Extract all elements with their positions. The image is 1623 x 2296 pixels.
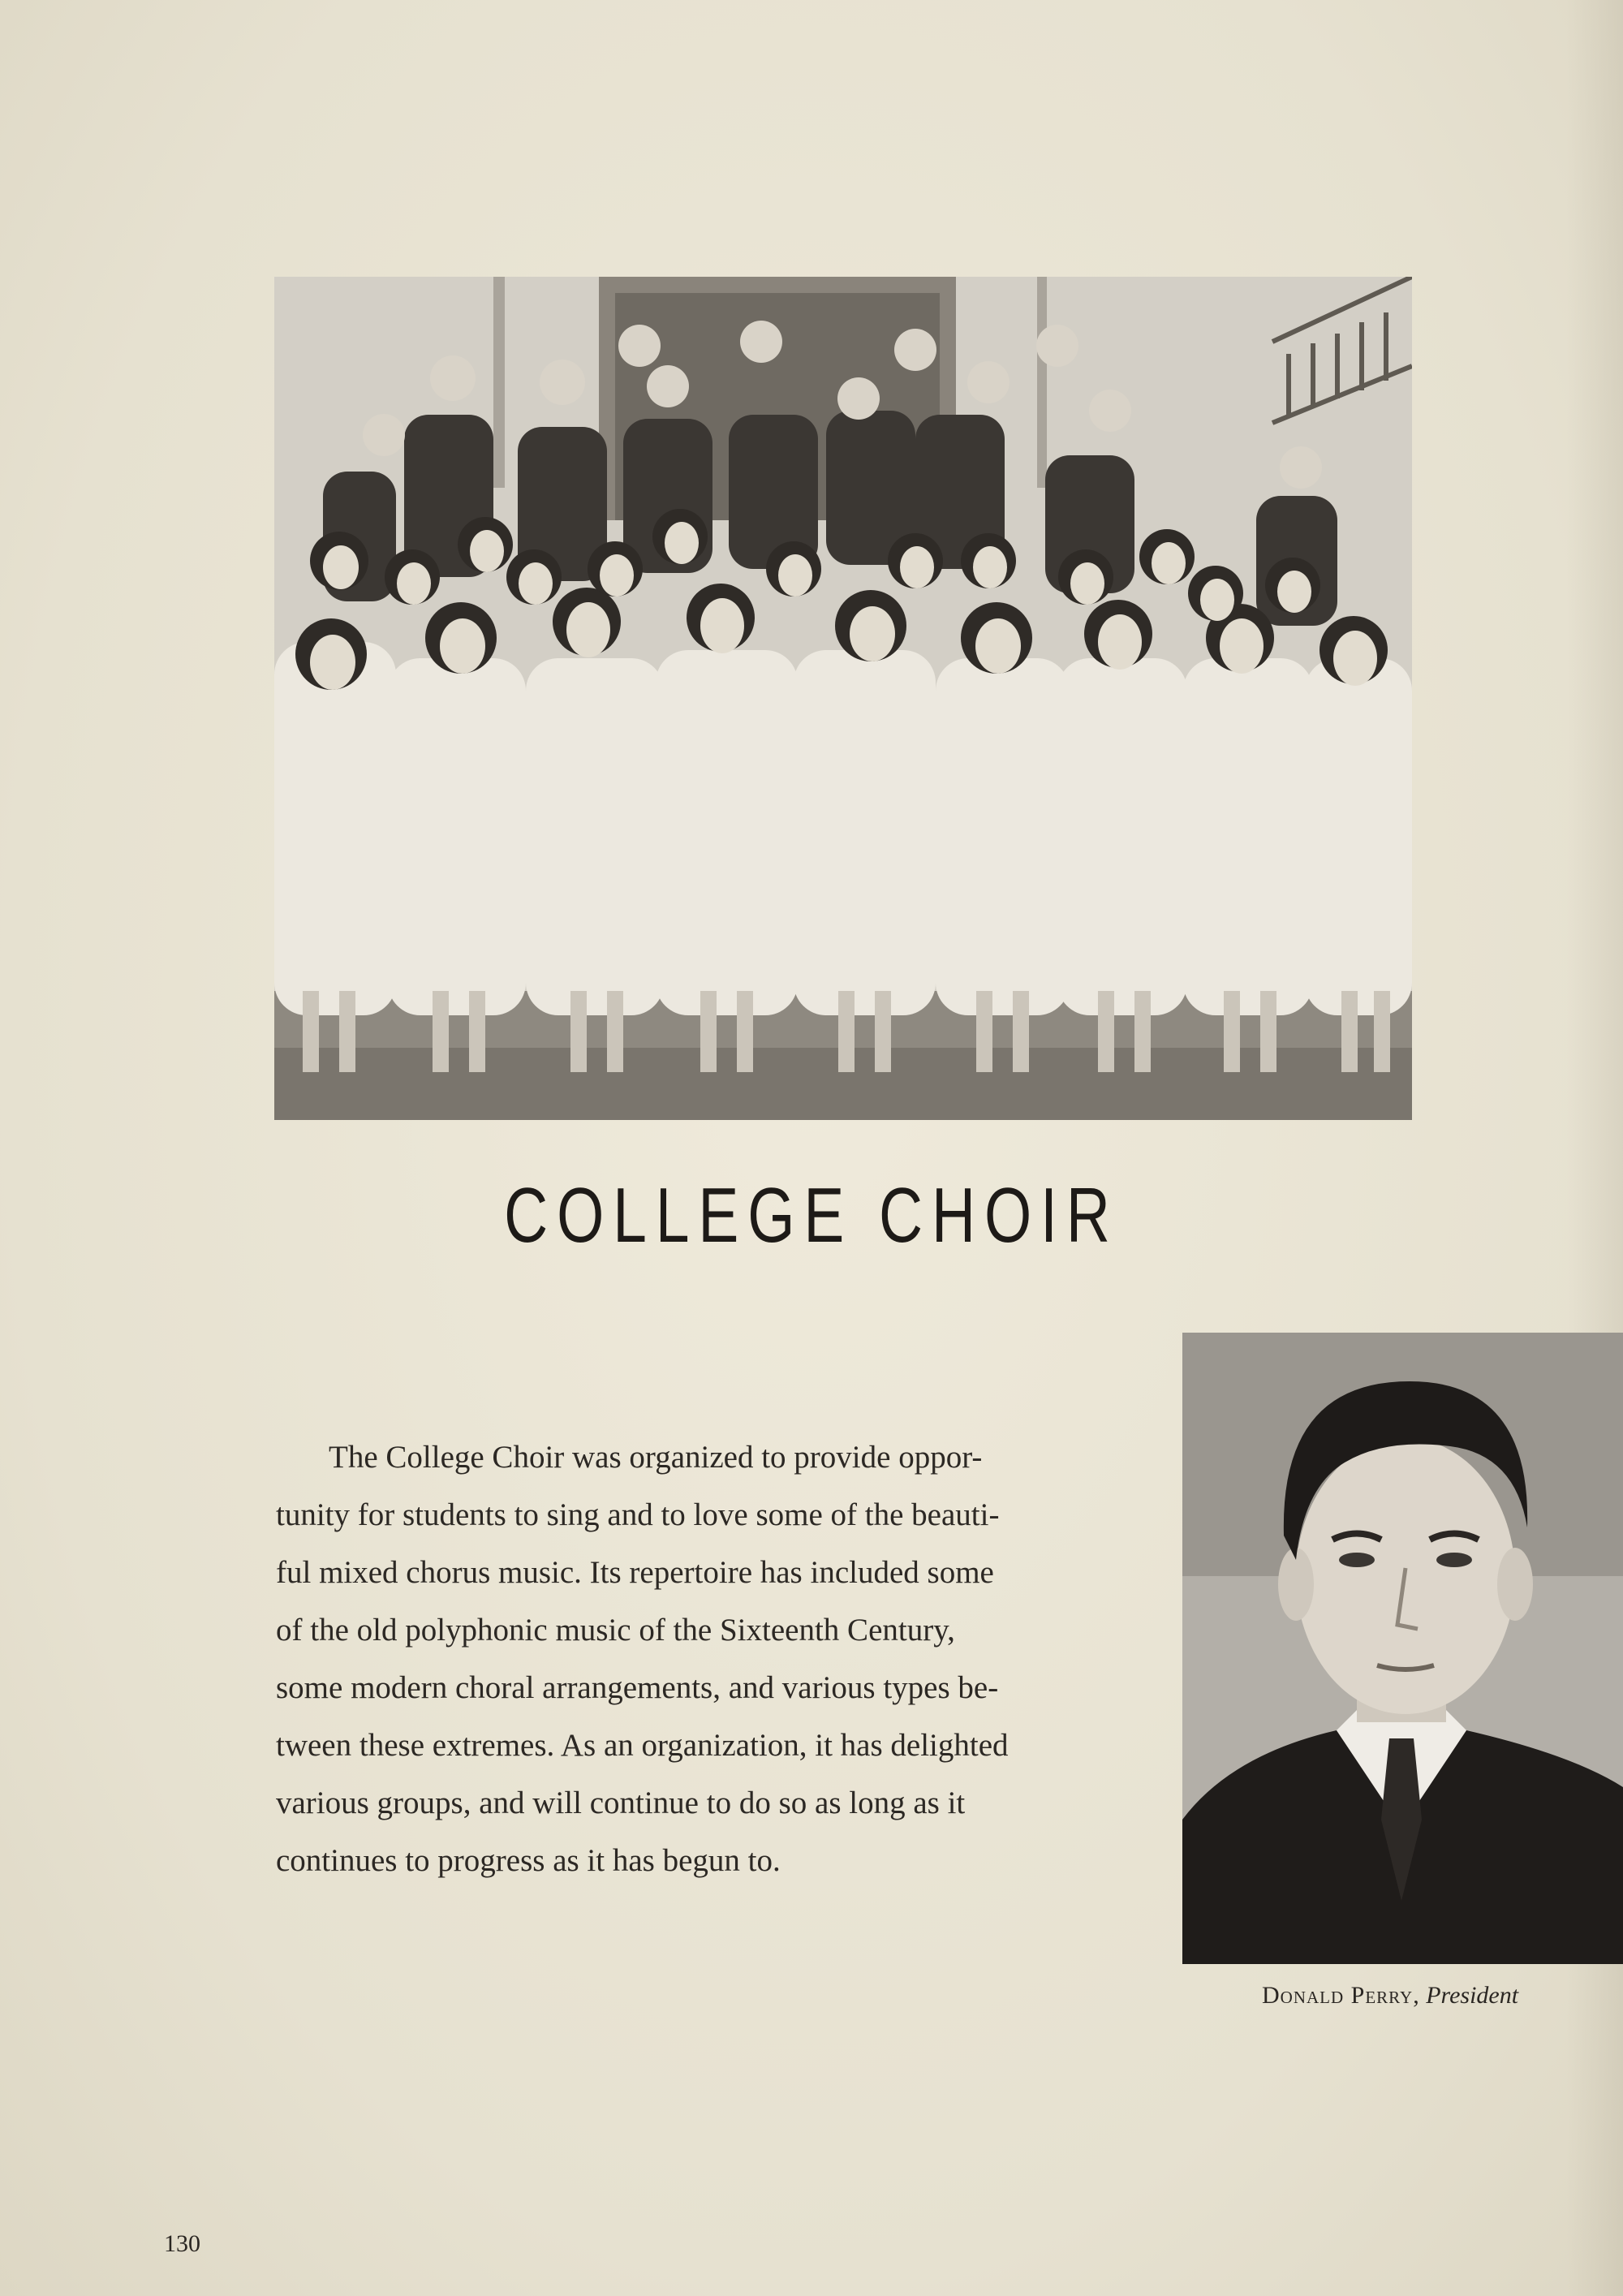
body-line: The College Choir was organized to provide oppor- [329,1440,983,1475]
president-portrait-photo [1182,1333,1623,1964]
choir-group-photo-illustration [274,277,1412,1120]
caption-role: President [1426,1982,1519,2009]
body-line: various groups, and will continue to do so as long as it [276,1786,966,1820]
portrait-illustration [1182,1333,1623,1964]
body-line: tunity for students to sing and to love some of the beauti- [276,1497,1000,1532]
choir-group-photo [274,277,1412,1120]
body-line: some modern choral arrangements, and various types be- [276,1670,999,1705]
page-title: COLLEGE CHOIR [504,1172,1119,1259]
body-paragraph [276,1428,1108,1889]
body-line: ful mixed chorus music. Its repertoire has included some [276,1555,994,1590]
body-line: continues to progress as it has begun to. [276,1843,781,1878]
portrait-caption [1262,1982,1603,2010]
page-number: 130 [164,2230,200,2257]
caption-name: Donald Perry, [1262,1982,1420,2009]
body-line: of the old polyphonic music of the Sixteenth Century, [276,1613,955,1648]
body-line: tween these extremes. As an organization, it has delighted [276,1728,1009,1763]
